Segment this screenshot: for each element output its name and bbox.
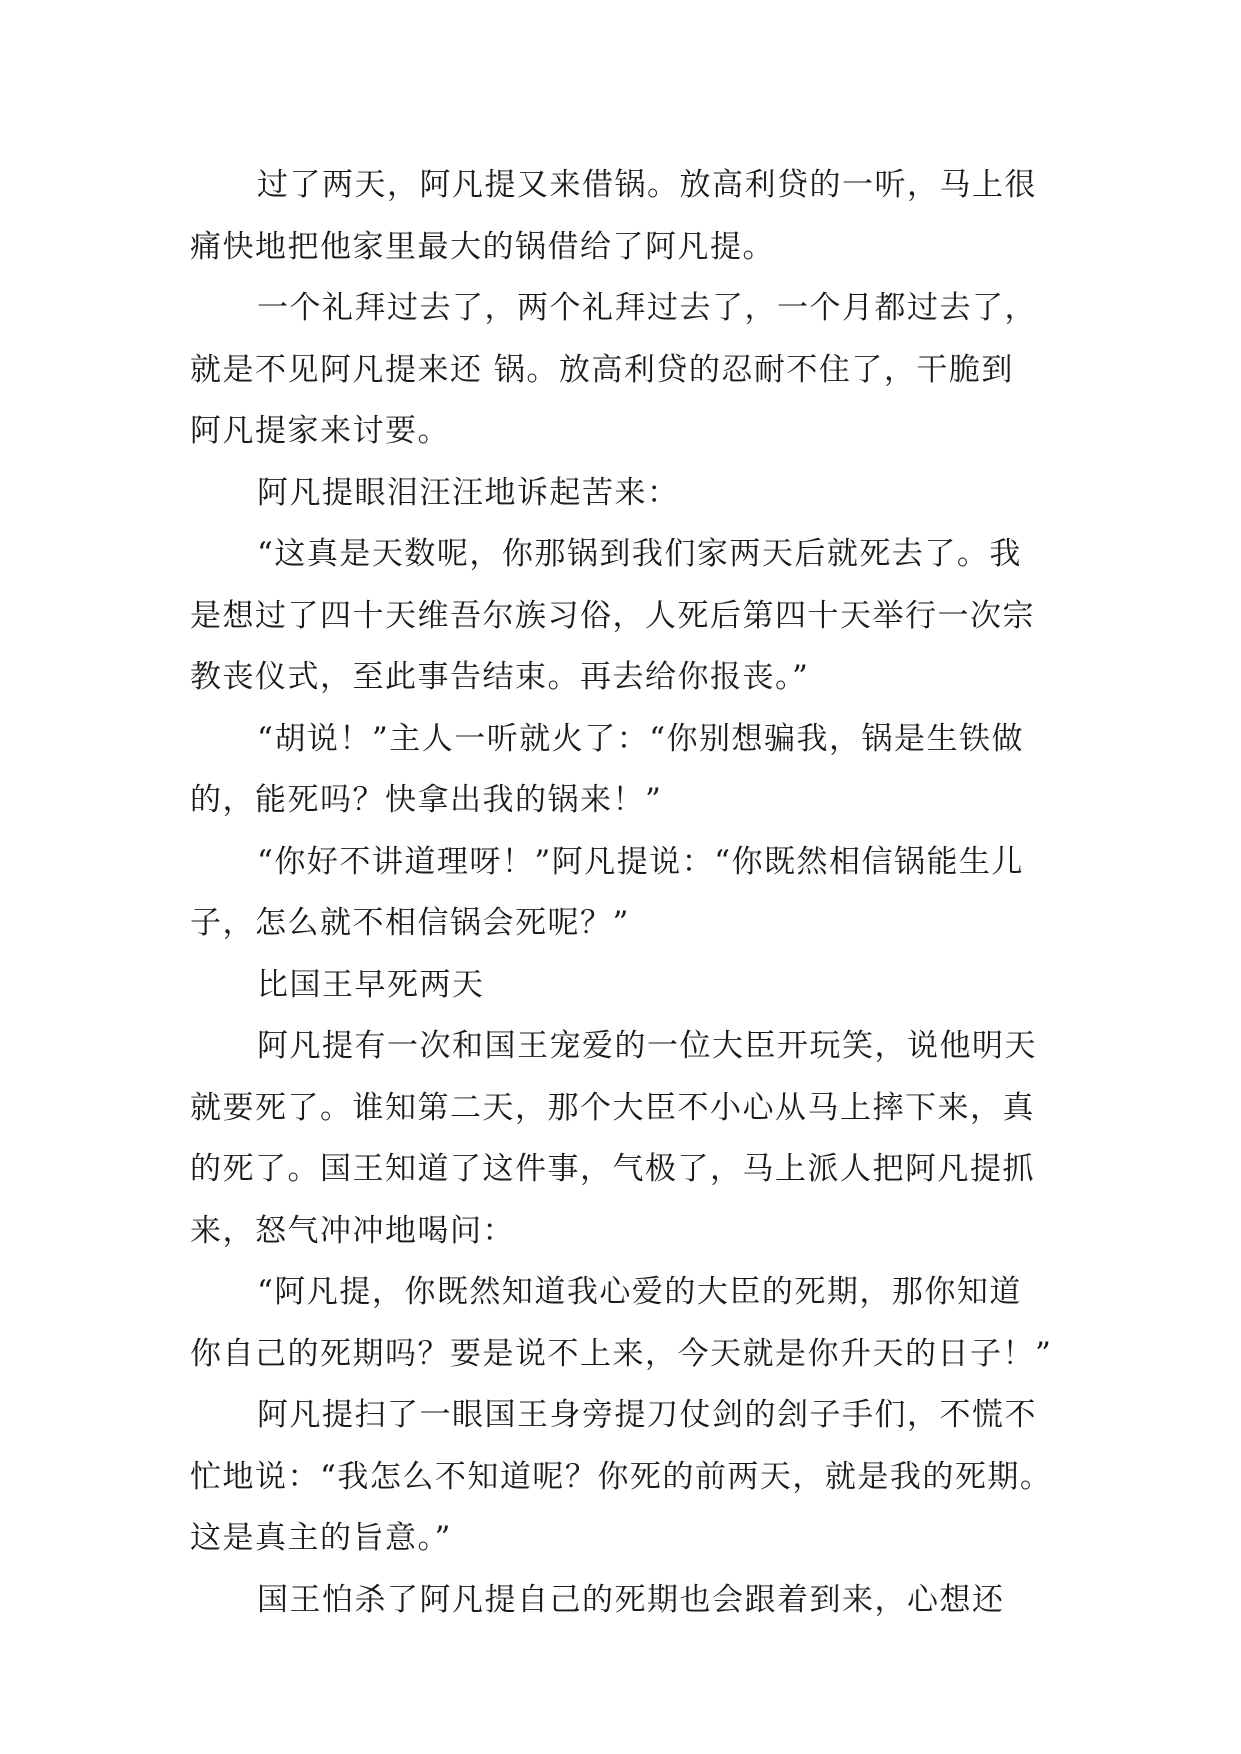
text-line: “胡说！”主人一听就火了：“你别想骗我，锅是生铁做	[257, 720, 1025, 757]
text-line: 痛快地把他家里最大的锅借给了阿凡提。	[190, 228, 775, 265]
text-line: 国王怕杀了阿凡提自己的死期也会跟着到来，心想还	[257, 1581, 1005, 1618]
text-line: “这真是天数呢，你那锅到我们家两天后就死去了。我	[257, 536, 1022, 572]
text-line: 阿凡提有一次和国王宠爱的一位大臣开玩笑，说他明天	[257, 1028, 1037, 1064]
text-line: 是想过了四十天维吾尔族习俗，人死后第四十天举行一次宗	[190, 597, 1035, 634]
text-line: 就是不见阿凡提来还 锅。放高利贷的忍耐不住了，干脆到	[190, 351, 1014, 388]
text-line: 阿凡提扫了一眼国王身旁提刀仗剑的刽子手们，不慌不	[257, 1397, 1037, 1433]
text-line: 阿凡提眼泪汪汪地诉起苦来：	[257, 474, 680, 511]
text-line: 这是真主的旨意。”	[190, 1520, 452, 1556]
text-line: 的死了。国王知道了这件事，气极了，马上派人把阿凡提抓	[190, 1151, 1035, 1187]
text-line: 一个礼拜过去了，两个礼拜过去了，一个月都过去了，	[257, 290, 1037, 326]
text-line: 的，能死吗？快拿出我的锅来！”	[190, 782, 663, 818]
text-line: 来，怒气冲冲地喝问：	[190, 1212, 515, 1249]
text-line: 你自己的死期吗？要是说不上来，今天就是你升天的日子！”	[190, 1335, 1053, 1372]
text-line: 就要死了。谁知第二天，那个大臣不小心从马上摔下来，真	[190, 1089, 1035, 1126]
body-text	[190, 155, 1060, 1631]
text-line: “阿凡提，你既然知道我心爱的大臣的死期，那你知道	[257, 1274, 1022, 1310]
text-line: 过了两天，阿凡提又来借锅。放高利贷的一听，马上很	[257, 167, 1037, 203]
text-line: 子，怎么就不相信锅会死呢？”	[190, 905, 630, 941]
text-line: 阿凡提家来讨要。	[190, 413, 450, 449]
text-line: 比国王早死两天	[257, 966, 485, 1003]
text-line: 教丧仪式，至此事告结束。再去给你报丧。”	[190, 659, 810, 695]
text-line: 忙地说：“我怎么不知道呢？你死的前两天，就是我的死期。	[190, 1458, 1053, 1495]
text-line: “你好不讲道理呀！”阿凡提说：“你既然相信锅能生儿	[257, 843, 1025, 880]
